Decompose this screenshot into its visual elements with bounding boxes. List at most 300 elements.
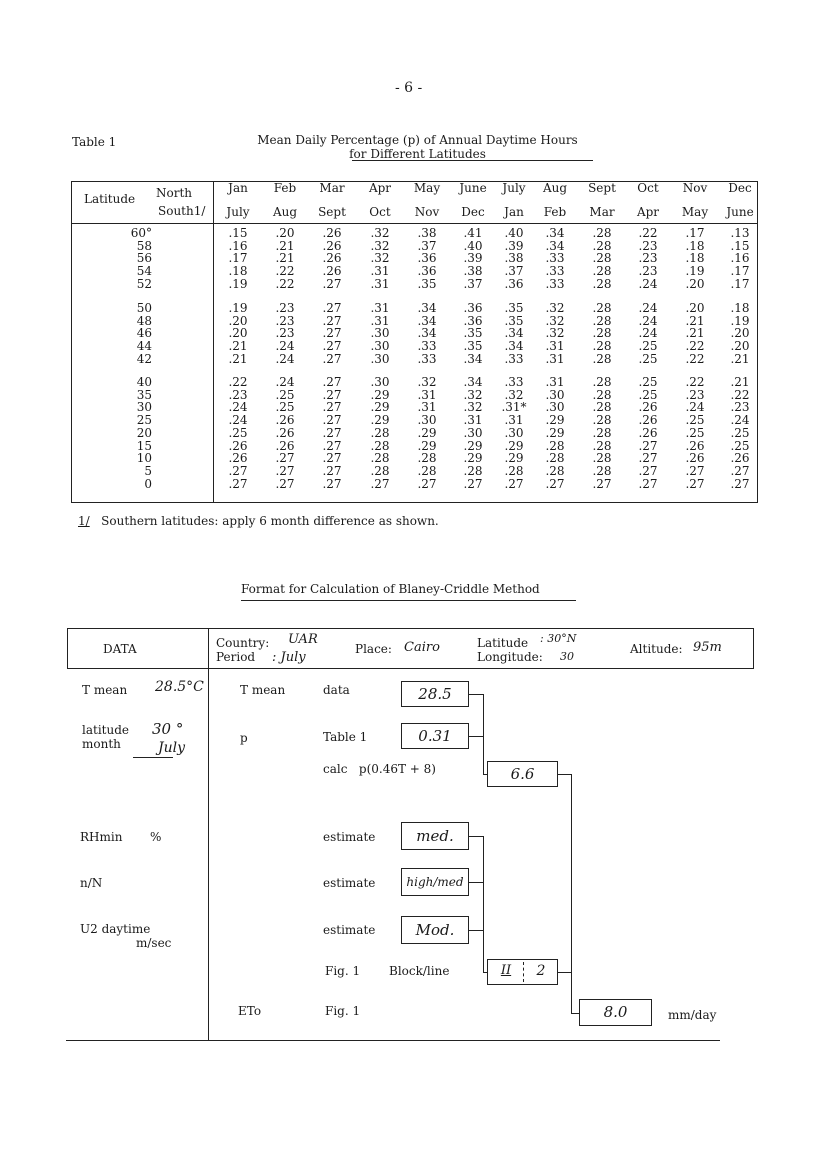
latitude-column-divider — [213, 181, 214, 503]
connector — [469, 736, 483, 737]
block-value: II — [500, 963, 512, 978]
table-cell: .29 — [504, 451, 524, 466]
latitude-value: 20 — [136, 425, 152, 440]
altitude-value: 95m — [693, 640, 722, 655]
table-cell: .28 — [463, 463, 483, 478]
table-cell: .28 — [592, 313, 612, 328]
table-cell: .21 — [685, 326, 705, 341]
table-cell: .34 — [417, 301, 437, 315]
table-cell: .26 — [685, 451, 705, 466]
table-cell: .28 — [592, 438, 612, 453]
longitude-label: Longitude: — [477, 650, 543, 664]
country-value: UAR — [288, 632, 318, 647]
latitude-value: 5 — [144, 463, 152, 478]
table-cell: .34 — [545, 238, 565, 253]
table-cell: .24 — [275, 339, 295, 354]
table-cell: .28 — [417, 451, 437, 466]
table-cell: .22 — [730, 387, 750, 402]
latitude-group — [112, 376, 152, 490]
table-cell: .27 — [322, 451, 342, 466]
rhmin-label: RHmin — [80, 830, 123, 844]
latitude-value: 52 — [136, 276, 152, 291]
tmean-data-label: T mean — [82, 683, 128, 697]
table-cell: .27 — [730, 476, 750, 491]
table-cell: .18 — [730, 301, 750, 315]
block-line-separator — [523, 962, 524, 982]
table-cell: .26 — [228, 451, 248, 466]
table-cell: .29 — [417, 438, 437, 453]
u2-box[interactable]: Mod. — [401, 916, 469, 944]
table-cell: .29 — [545, 413, 565, 428]
connector — [483, 972, 487, 973]
north-month-header: Nov — [682, 181, 708, 195]
table-cell: .36 — [463, 313, 483, 328]
table-cell: .30 — [463, 425, 483, 440]
table-cell: .30 — [417, 413, 437, 428]
south-month-header: June — [726, 205, 754, 219]
table-cell: .25 — [685, 425, 705, 440]
table-cell: .27 — [322, 476, 342, 491]
value-column — [675, 302, 715, 366]
footnote-text: Southern latitudes: apply 6 month difference as shown. — [101, 514, 439, 528]
table-cell: .24 — [275, 375, 295, 389]
value-column — [453, 376, 493, 490]
table-cell: .34 — [417, 326, 437, 341]
table-cell: .32 — [463, 387, 483, 402]
value-column — [218, 302, 258, 366]
value-column — [360, 302, 400, 366]
table-cell: .28 — [592, 413, 612, 428]
table-cell: .26 — [638, 413, 658, 428]
north-month-header: Sept — [588, 181, 616, 195]
table-cell: .34 — [417, 313, 437, 328]
table-cell: .24 — [730, 413, 750, 428]
table-cell: .18 — [685, 238, 705, 253]
value-column — [494, 376, 534, 490]
value-column — [265, 227, 305, 291]
value-column — [582, 227, 622, 291]
value-column — [312, 227, 352, 291]
table-cell: .27 — [322, 425, 342, 440]
table-cell: .21 — [685, 313, 705, 328]
table-cell: .22 — [275, 264, 295, 279]
eto-label: ETo — [238, 1004, 262, 1018]
table-cell: .25 — [228, 425, 248, 440]
table-cell: .16 — [730, 251, 750, 266]
table-cell: .25 — [638, 375, 658, 389]
form-right-border — [753, 628, 754, 668]
table-cell: .27 — [638, 451, 658, 466]
header-divider — [71, 223, 758, 224]
table-cell: .24 — [638, 276, 658, 291]
connector — [483, 836, 484, 973]
table-cell: .27 — [545, 476, 565, 491]
table-cell: .27 — [322, 351, 342, 366]
table-cell: .30 — [370, 339, 390, 354]
table-cell: .25 — [275, 387, 295, 402]
table-cell: .31 — [370, 313, 390, 328]
table-cell: .30 — [545, 400, 565, 415]
table-cell: .34 — [504, 339, 524, 354]
table-cell: .39 — [504, 238, 524, 253]
latitude-value: 35 — [136, 387, 152, 402]
table-cell: .33 — [545, 276, 565, 291]
table-cell: .27 — [638, 476, 658, 491]
row-calc — [323, 762, 436, 776]
table-cell: .20 — [730, 326, 750, 341]
north-month-header: May — [413, 181, 441, 195]
table-label: Table 1 — [72, 135, 117, 149]
table-cell: .28 — [592, 451, 612, 466]
table-cell: .17 — [685, 226, 705, 240]
table-cell: .27 — [322, 276, 342, 291]
table-cell: .26 — [730, 451, 750, 466]
block-line-box[interactable] — [487, 959, 558, 985]
tmean-label: T mean — [240, 683, 286, 697]
table-cell: .31 — [370, 264, 390, 279]
place-label: Place: — [355, 642, 392, 656]
table-cell: .23 — [275, 313, 295, 328]
table-cell: .20 — [228, 326, 248, 341]
table-cell: .27 — [730, 463, 750, 478]
table-cell: .21 — [730, 351, 750, 366]
table-cell: .33 — [417, 351, 437, 366]
north-month-header: Dec — [728, 181, 752, 195]
value-column — [453, 227, 493, 291]
format-title: Format for Calculation of Blaney-Criddle Method — [241, 582, 540, 596]
latitude-value: 48 — [136, 313, 152, 328]
table-cell: .28 — [592, 301, 612, 315]
p-box[interactable]: 0.31 — [401, 723, 469, 749]
table-cell: .36 — [463, 301, 483, 315]
table-cell: .28 — [545, 451, 565, 466]
south-month-header: May — [681, 205, 709, 219]
period-value: : July — [272, 650, 306, 665]
south-month-header: Dec — [461, 205, 485, 219]
table-cell: .26 — [685, 438, 705, 453]
period-label: Period — [216, 650, 256, 664]
table-cell: .28 — [592, 400, 612, 415]
value-column — [720, 302, 760, 366]
nn-box[interactable]: high/med — [401, 868, 469, 896]
table-cell: .28 — [592, 226, 612, 240]
table-cell: .28 — [592, 251, 612, 266]
calc-formula: p(0.46T + 8) — [358, 762, 436, 776]
table-cell: .28 — [592, 375, 612, 389]
table-cell: .23 — [638, 264, 658, 279]
table-cell: .28 — [417, 463, 437, 478]
table-cell: .17 — [730, 276, 750, 291]
table-cell: .22 — [685, 351, 705, 366]
table-cell: .19 — [685, 264, 705, 279]
table-cell: .32 — [504, 387, 524, 402]
north-month-header: Aug — [542, 181, 568, 195]
value-column — [218, 227, 258, 291]
rhmin-box[interactable]: med. — [401, 822, 469, 850]
table-cell: .27 — [322, 413, 342, 428]
south-header: South1/ — [158, 204, 206, 218]
table-cell: .27 — [592, 476, 612, 491]
table-cell: .37 — [463, 276, 483, 291]
value-column — [407, 227, 447, 291]
row-estimate-u2: estimate — [323, 923, 376, 937]
p-label: p — [240, 731, 248, 745]
latitude-value: 0 — [144, 476, 152, 491]
value-column — [535, 302, 575, 366]
latitude-group — [112, 227, 152, 291]
table-cell: .29 — [370, 387, 390, 402]
tmean-box[interactable]: 28.5 — [401, 681, 469, 707]
table-cell: .18 — [228, 264, 248, 279]
table-cell: .26 — [275, 438, 295, 453]
table-cell: .27 — [638, 438, 658, 453]
table-cell: .28 — [370, 425, 390, 440]
latitude-data-value: 30 ° — [152, 720, 184, 738]
table-cell: .27 — [417, 476, 437, 491]
table-cell: .32 — [417, 375, 437, 389]
latitude-value: 25 — [136, 413, 152, 428]
latitude-value: 30 — [136, 400, 152, 415]
table-cell: .32 — [545, 313, 565, 328]
table-cell: .35 — [463, 339, 483, 354]
row-block-line: Block/line — [389, 964, 450, 978]
table-cell: .31* — [501, 400, 527, 415]
table-cell: .38 — [504, 251, 524, 266]
table-cell: .20 — [730, 339, 750, 354]
table-cell: .27 — [322, 326, 342, 341]
table-cell: .27 — [322, 313, 342, 328]
value-column — [407, 302, 447, 366]
table-cell: .25 — [685, 413, 705, 428]
table-cell: .25 — [638, 387, 658, 402]
table-cell: .38 — [463, 264, 483, 279]
table-cell: .39 — [463, 251, 483, 266]
table-cell: .31 — [504, 413, 524, 428]
table-cell: .23 — [730, 400, 750, 415]
connector — [469, 930, 483, 931]
connector — [571, 1013, 579, 1014]
table-cell: .34 — [463, 375, 483, 389]
value-column — [628, 376, 668, 490]
value-column — [720, 376, 760, 490]
value-column — [535, 227, 575, 291]
table-cell: .35 — [504, 301, 524, 315]
table-cell: .22 — [275, 276, 295, 291]
table-cell: .32 — [370, 226, 390, 240]
value-column — [628, 227, 668, 291]
value-column — [265, 302, 305, 366]
table-cell: .34 — [504, 326, 524, 341]
form-bottom-border — [66, 1040, 720, 1041]
south-month-header: Jan — [504, 205, 524, 219]
table-cell: .26 — [228, 438, 248, 453]
table-cell: .37 — [504, 264, 524, 279]
table-cell: .17 — [730, 264, 750, 279]
table-cell: .36 — [417, 251, 437, 266]
table-cell: .18 — [685, 251, 705, 266]
connector — [558, 774, 571, 775]
table-cell: .31 — [417, 400, 437, 415]
longitude-value: 30 — [560, 650, 574, 663]
form-top-border — [67, 628, 754, 629]
table-cell: .27 — [275, 476, 295, 491]
connector — [469, 694, 483, 695]
value-column — [582, 302, 622, 366]
table-cell: .27 — [370, 476, 390, 491]
table-title-line1: Mean Daily Percentage (p) of Annual Daytime Hours — [257, 133, 578, 147]
latitude-value: 15 — [136, 438, 152, 453]
table-cell: .33 — [545, 264, 565, 279]
table-cell: .28 — [592, 387, 612, 402]
south-month-header: July — [226, 205, 250, 219]
table-cell: .28 — [370, 451, 390, 466]
latitude-value: 54 — [136, 264, 152, 279]
table-cell: .36 — [417, 264, 437, 279]
north-header: North — [156, 186, 193, 200]
place-value: Cairo — [404, 640, 440, 655]
page-number: - 6 - — [395, 80, 423, 96]
table-cell: .26 — [275, 413, 295, 428]
eto-unit: mm/day — [668, 1008, 717, 1022]
table-cell: .24 — [228, 400, 248, 415]
table-cell: .31 — [370, 301, 390, 315]
table-title — [240, 133, 595, 161]
latitude-value: 40 — [136, 375, 152, 389]
row-estimate-nn: estimate — [323, 876, 376, 890]
table-footnote — [78, 514, 439, 528]
table-cell: .31 — [545, 351, 565, 366]
connector — [469, 882, 483, 883]
table-cell: .25 — [638, 351, 658, 366]
u2-label: U2 daytime — [80, 922, 151, 936]
table-cell: .36 — [504, 276, 524, 291]
latitude-value: 58 — [136, 238, 152, 253]
connector — [483, 694, 484, 775]
table-cell: .41 — [463, 226, 483, 240]
table-cell: .21 — [275, 238, 295, 253]
table-cell: .23 — [638, 238, 658, 253]
connector — [483, 774, 487, 775]
table-cell: .22 — [685, 339, 705, 354]
table-cell: .31 — [545, 339, 565, 354]
altitude-label: Altitude: — [630, 642, 683, 656]
north-month-header: June — [459, 181, 487, 195]
title-underline — [352, 160, 593, 161]
table-cell: .30 — [370, 351, 390, 366]
table-cell: .40 — [504, 226, 524, 240]
table-cell: .20 — [685, 301, 705, 315]
table-cell: .24 — [638, 301, 658, 315]
north-month-header: Oct — [637, 181, 659, 195]
form-column-divider — [208, 628, 209, 1040]
value-column — [360, 376, 400, 490]
latitude-value: 56 — [136, 251, 152, 266]
table-cell: .28 — [504, 463, 524, 478]
south-month-header: Feb — [543, 205, 567, 219]
table-cell: .26 — [322, 264, 342, 279]
table-cell: .29 — [370, 400, 390, 415]
table-cell: .23 — [275, 326, 295, 341]
calc-prefix: calc — [323, 762, 348, 776]
table-cell: .23 — [685, 387, 705, 402]
table-cell: .28 — [545, 438, 565, 453]
table-cell: .13 — [730, 226, 750, 240]
table-cell: .31 — [545, 375, 565, 389]
table-cell: .24 — [638, 313, 658, 328]
table-cell: .25 — [730, 425, 750, 440]
value-column — [675, 376, 715, 490]
table-cell: .24 — [275, 351, 295, 366]
table-cell: .28 — [592, 276, 612, 291]
eto-box[interactable]: 8.0 — [579, 999, 652, 1026]
value-column — [218, 376, 258, 490]
table-cell: .29 — [504, 438, 524, 453]
table-cell: .27 — [322, 438, 342, 453]
table-cell: .32 — [370, 251, 390, 266]
table-cell: .27 — [322, 400, 342, 415]
table-cell: .19 — [228, 301, 248, 315]
north-month-header: Feb — [273, 181, 297, 195]
table-cell: .19 — [730, 313, 750, 328]
table-cell: .22 — [638, 226, 658, 240]
connector — [571, 774, 572, 1014]
value-column — [407, 376, 447, 490]
row-fig-block: Fig. 1 — [325, 964, 361, 978]
table-cell: .27 — [322, 339, 342, 354]
table-cell: .27 — [228, 476, 248, 491]
connector — [469, 836, 483, 837]
table-cell: .33 — [417, 339, 437, 354]
table-cell: .27 — [322, 387, 342, 402]
table-cell: .28 — [370, 463, 390, 478]
connector — [558, 972, 571, 973]
table-cell: .20 — [275, 226, 295, 240]
calc-box[interactable]: 6.6 — [487, 761, 558, 787]
footnote-mark: 1/ — [78, 514, 90, 528]
table-cell: .16 — [228, 238, 248, 253]
south-month-header: Apr — [636, 205, 660, 219]
rhmin-unit: % — [150, 830, 162, 844]
format-title-underline — [241, 600, 576, 601]
table-cell: .17 — [228, 251, 248, 266]
table-cell: .30 — [370, 326, 390, 341]
table-cell: .28 — [370, 438, 390, 453]
table-cell: .25 — [730, 438, 750, 453]
table-cell: .29 — [463, 451, 483, 466]
table-cell: .28 — [592, 238, 612, 253]
table-cell: .33 — [504, 351, 524, 366]
form-left-border — [67, 628, 68, 668]
table-cell: .32 — [370, 238, 390, 253]
table-cell: .26 — [638, 425, 658, 440]
value-column — [265, 376, 305, 490]
table-cell: .23 — [228, 387, 248, 402]
table-cell: .32 — [545, 301, 565, 315]
row-fig-eto: Fig. 1 — [325, 1004, 361, 1018]
table-cell: .20 — [228, 313, 248, 328]
table-cell: .26 — [638, 400, 658, 415]
south-month-header: Oct — [369, 205, 391, 219]
table-cell: .21 — [730, 375, 750, 389]
table-cell: .23 — [275, 301, 295, 315]
value-column — [675, 227, 715, 291]
table-cell: .27 — [275, 463, 295, 478]
table-cell: .22 — [228, 375, 248, 389]
month-underline — [133, 757, 173, 758]
table-cell: .27 — [638, 463, 658, 478]
table-cell: .35 — [417, 276, 437, 291]
latitude-label: Latitude — [477, 636, 529, 650]
